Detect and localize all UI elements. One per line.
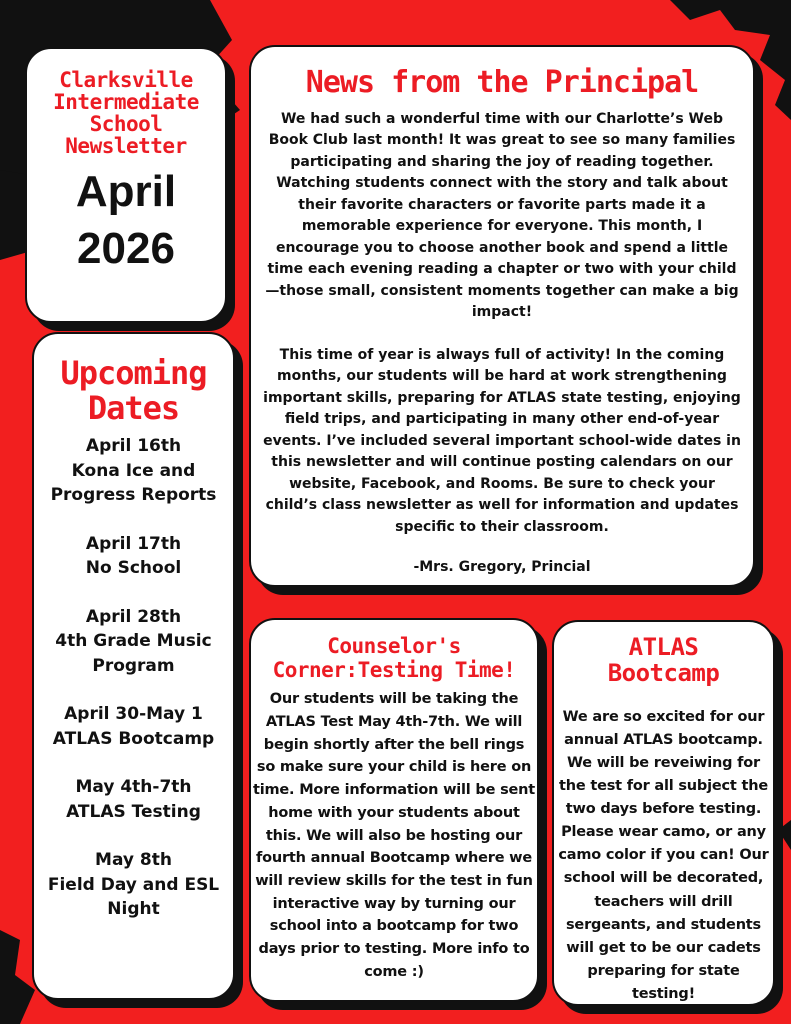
upcoming-dates-heading (34, 356, 233, 426)
event-date: April 16th (85, 436, 182, 457)
issue-year: 2026 (77, 224, 175, 274)
event-item (34, 775, 233, 824)
heading-line: Corner:Testing Time! (272, 658, 516, 683)
heading-line: Dates (87, 389, 180, 428)
event-date: May 4th-7th (75, 777, 192, 798)
starburst-bottom-left-shape (0, 930, 35, 1024)
masthead-card (25, 47, 227, 323)
event-item (34, 605, 233, 679)
event-detail: Program (92, 655, 175, 676)
event-detail: No School (85, 558, 182, 579)
school-name-line: Newsletter (65, 134, 187, 159)
event-detail: Night (107, 899, 160, 920)
heading-line: Upcoming (60, 354, 207, 392)
event-date: May 8th (95, 850, 172, 871)
principal-heading: News from the Principal (305, 65, 699, 100)
principal-paragraph-2: This time of year is always full of activity! In the coming months, our students will be hard at work strengthening important skills, preparing for ATLAS state testing, enjoying field trips, and participating in many other end-of-year events. I’ve included several important school-wide dates in this newsletter and will continue posting calendars on our website, Facebook, and Rooms. Be sure to check your child’s class newsletter as well for information and updates specific to their classroom. (263, 346, 741, 535)
issue-month: April (75, 167, 177, 217)
event-item (34, 532, 233, 581)
school-name-line: School (89, 112, 163, 137)
principal-paragraph-1: We had such a wonderful time with our Charlotte’s Web Book Club last month! It was great to see so many families participating and sharing the joy of reading together. Watching students connect with the story and talk about their favorite characters or favorite parts made it a memorable experience for everyone. This month, I encourage you to choose another book and spend a little time each evening reading a chapter or two with your child—those small, consistent moments together can make a big impact! (265, 110, 739, 320)
event-detail: 4th Grade Music (55, 631, 212, 652)
principal-signature: -Mrs. Gregory, Princial (413, 559, 591, 575)
starburst-right-shape (778, 820, 791, 850)
event-date: April 28th (85, 606, 182, 627)
heading-line: Counselor's (327, 634, 461, 658)
heading-line: ATLAS (628, 633, 699, 661)
atlas-body: We are so excited for our annual ATLAS bootcamp. We will be reveiwing for the test for all subject the two days before testing. Please wear camo, or any camo color if you can! Our school will be decorated, teachers will drill sergeants, and students will get to be our cadets preparing for state testing! (558, 708, 769, 1002)
counselor-corner-card (249, 618, 539, 1002)
event-item (34, 434, 233, 508)
event-list (34, 434, 233, 922)
event-item (34, 848, 233, 922)
school-name (27, 69, 225, 157)
heading-line: Bootcamp (607, 659, 720, 688)
event-date: April 30-May 1 (64, 704, 203, 725)
principal-news-card (249, 45, 755, 587)
school-name-line: Clarksville (59, 68, 193, 92)
counselor-body: Our students will be taking the ATLAS Test May 4th-7th. We will begin shortly after the bell rings so make sure your child is here on time. More information will be sent home with your students about this. We will also be hosting our fourth annual Bootcamp where we will review skills for the test in fun interactive way by turning our school into a bootcamp for two days prior to testing. More info to come :) (253, 691, 536, 980)
counselor-heading (251, 634, 537, 682)
event-detail: ATLAS Testing (66, 801, 201, 822)
event-detail: Field Day and ESL (47, 874, 220, 895)
event-date: April 17th (85, 533, 182, 554)
atlas-heading (554, 634, 773, 687)
event-detail: Kona Ice and (71, 460, 196, 481)
school-name-line: Intermediate (53, 90, 199, 115)
event-detail: Progress Reports (50, 485, 217, 506)
atlas-bootcamp-card (552, 620, 775, 1006)
event-item (34, 702, 233, 751)
upcoming-dates-card (32, 332, 235, 1000)
event-detail: ATLAS Bootcamp (52, 728, 215, 749)
